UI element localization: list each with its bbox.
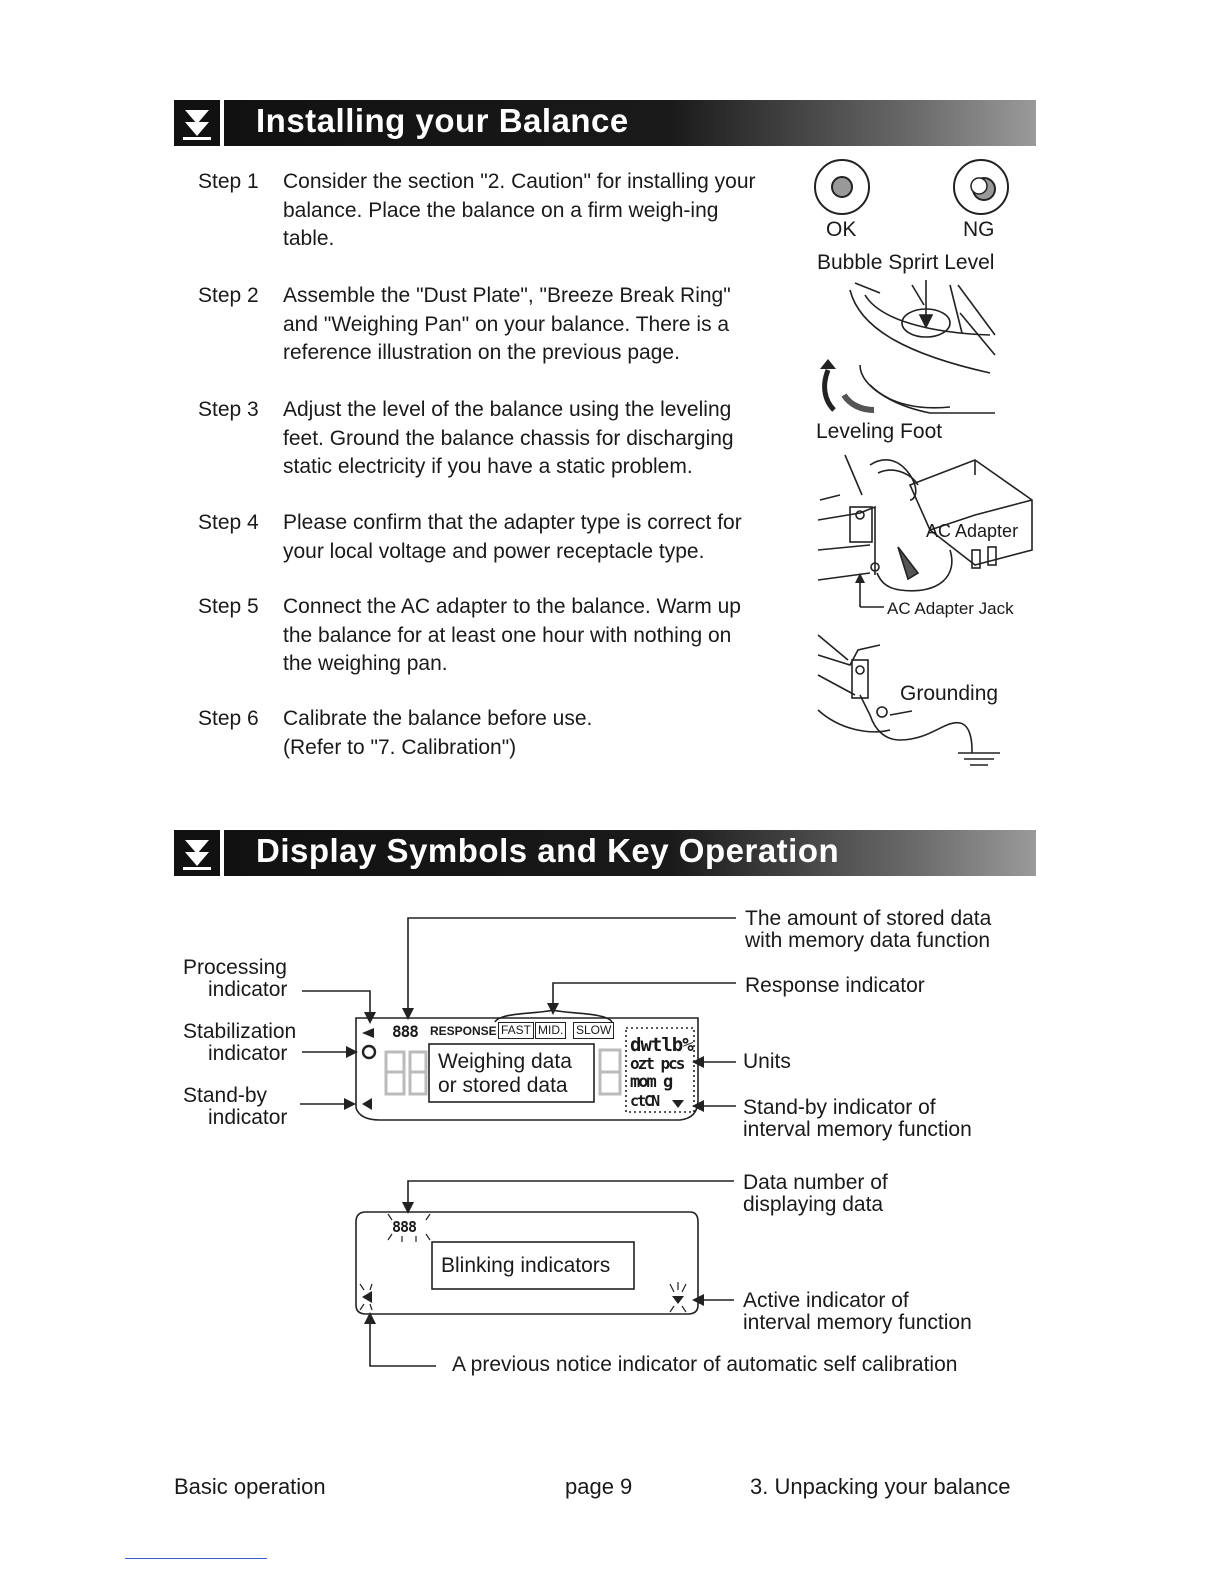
data-number-label-2: displaying data bbox=[743, 1193, 884, 1216]
stabilization-label-1: Stabilization bbox=[183, 1020, 297, 1043]
footer-page-number: page 9 bbox=[565, 1474, 633, 1499]
ok-label: OK bbox=[826, 218, 857, 241]
step-text: Connect the AC adapter to the balance. Warm up the balance for at least one hour with nothing on the weighing pan. bbox=[283, 595, 741, 675]
step-label: Step 1 bbox=[198, 170, 259, 193]
unit-row-1: dwtlb% bbox=[630, 1034, 693, 1056]
processing-indicator-icon bbox=[362, 1028, 374, 1038]
standby-indicator-icon bbox=[362, 1098, 372, 1110]
weighing-data-line1: Weighing data bbox=[438, 1050, 572, 1073]
response-mid: MID. bbox=[535, 1022, 566, 1039]
footer-right: 3. Unpacking your balance bbox=[750, 1474, 1011, 1499]
processing-label-2: indicator bbox=[208, 978, 288, 1001]
step-label: Step 2 bbox=[198, 284, 259, 307]
blinking-indicators-label: Blinking indicators bbox=[441, 1254, 611, 1277]
weighing-data-line2: or stored data bbox=[438, 1074, 568, 1097]
unit-row-3: mom g bbox=[630, 1072, 672, 1092]
active-interval-label-2: interval memory function bbox=[743, 1311, 972, 1334]
step-label: Step 5 bbox=[198, 595, 259, 618]
processing-label-1: Processing bbox=[183, 956, 287, 979]
blink-active-icon bbox=[672, 1296, 684, 1304]
response-slow: SLOW bbox=[573, 1022, 614, 1039]
unit-row-2: ozt pcs bbox=[630, 1054, 684, 1073]
response-fast: FAST bbox=[498, 1022, 534, 1039]
previous-notice-label: A previous notice indicator of automatic self calibration bbox=[452, 1353, 958, 1376]
active-interval-label-1: Active indicator of bbox=[743, 1289, 909, 1312]
step-label: Step 4 bbox=[198, 511, 259, 534]
standby-label-1: Stand-by bbox=[183, 1084, 268, 1107]
leveling-foot-label: Leveling Foot bbox=[816, 420, 943, 443]
standby-label-2: indicator bbox=[208, 1106, 288, 1129]
step-label: Step 6 bbox=[198, 707, 259, 730]
stored-count-digits: 888 bbox=[392, 1022, 418, 1041]
ac-adapter-jack-label: AC Adapter Jack bbox=[887, 599, 1014, 618]
bottom-rule bbox=[125, 1558, 267, 1559]
standby-interval-icon bbox=[672, 1100, 684, 1108]
step-text: Calibrate the balance before use. (Refer to "7. Calibration") bbox=[283, 707, 593, 759]
grounding-label: Grounding bbox=[900, 682, 999, 705]
stored-amount-label-1: The amount of stored data bbox=[745, 907, 992, 930]
step-text: Adjust the level of the balance using the leveling feet. Ground the balance chassis for discharging static electricity if you have a static problem. bbox=[283, 398, 734, 478]
units-label: Units bbox=[743, 1050, 791, 1073]
arrow-down-icon bbox=[547, 1003, 559, 1015]
unit-row-4: ctCN bbox=[630, 1092, 659, 1110]
section-title: Installing your Balance bbox=[256, 102, 629, 139]
ng-label: NG bbox=[963, 218, 995, 241]
stabilization-label-2: indicator bbox=[208, 1042, 288, 1065]
step-text: Please confirm that the adapter type is correct for your local voltage and power receptacle type. bbox=[283, 511, 742, 563]
footer-left: Basic operation bbox=[174, 1474, 326, 1499]
step-text: Assemble the "Dust Plate", "Breeze Break Ring" and "Weighing Pan" on your balance. There is a reference illustration on the previous page. bbox=[283, 284, 731, 364]
blink-notice-icon bbox=[362, 1291, 372, 1303]
stabilization-indicator-icon bbox=[363, 1046, 375, 1058]
response-label: RESPONSE bbox=[430, 1024, 497, 1038]
section-title: Display Symbols and Key Operation bbox=[256, 832, 840, 869]
step-text: Consider the section "2. Caution" for installing your balance. Place the balance on a firm weigh-ing table. bbox=[283, 170, 756, 250]
arrow-right-icon bbox=[344, 1098, 356, 1110]
stored-amount-label-2: with memory data function bbox=[745, 929, 991, 952]
standby-interval-label-2: interval memory function bbox=[743, 1118, 972, 1141]
blink-counter-digits: 888 bbox=[392, 1218, 417, 1236]
response-indicator-label: Response indicator bbox=[745, 974, 925, 997]
data-number-label-1: Data number of bbox=[743, 1171, 888, 1194]
ac-adapter-label: AC Adapter bbox=[926, 521, 1019, 541]
bubble-level-label: Bubble Sprirt Level bbox=[817, 251, 995, 274]
standby-interval-label-1: Stand-by indicator of bbox=[743, 1096, 936, 1119]
step-label: Step 3 bbox=[198, 398, 259, 421]
